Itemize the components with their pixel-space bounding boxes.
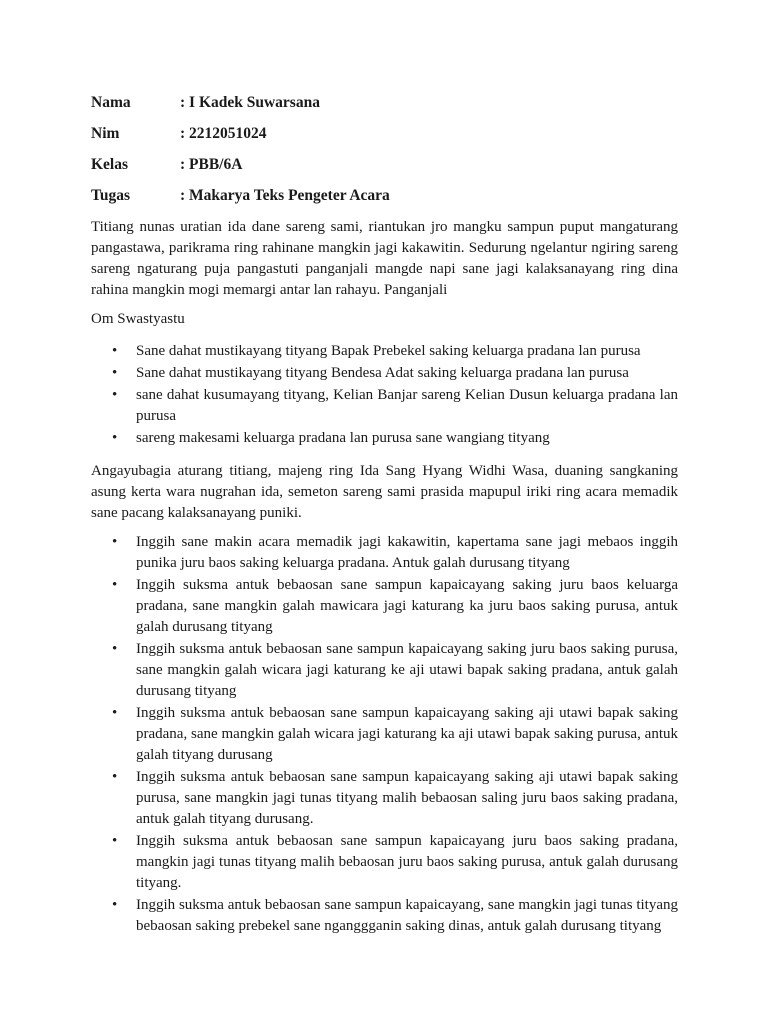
list-item: • Inggih suksma antuk bebaosan sane sampun kapaicayang saking aji utawi bapak saking purusa, sane mangkin jagi tunas tityang malih bebaosan saling juru baos saking pradana, antuk galah tityang durusang. — [91, 767, 678, 830]
list-item: • Sane dahat mustikayang tityang Bapak Prebekel saking keluarga pradana lan purusa — [91, 341, 678, 362]
info-row-nim — [91, 123, 390, 154]
info-row-tugas — [91, 185, 390, 216]
info-label: Nim — [91, 125, 120, 142]
info-value: : Makarya Teks Pengeter Acara — [180, 187, 390, 204]
list-item: • Inggih suksma antuk bebaosan sane sampun kapaicayang saking juru baos saking purusa, sane mangkin galah wicara jagi katurang ke aji utawi bapak saking pradana, antuk galah durusang tityang — [91, 639, 678, 702]
address-list — [91, 341, 678, 450]
list-item: • Inggih suksma antuk bebaosan sane sampun kapaicayang saking juru baos keluarga pradana, sane mangkin galah mawicara jagi katurang ka juru baos saking purusa, antuk galah durusang tityang — [91, 575, 678, 638]
list-item: • Inggih sane makin acara memadik jagi kakawitin, kapertama sane jagi mebaos inggih punika juru baos saking keluarga pradana. Antuk galah durusang tityang — [91, 532, 678, 574]
info-label: Kelas — [91, 156, 129, 173]
list-item: • Inggih suksma antuk bebaosan sane sampun kapaicayang juru baos saking pradana, mangkin jagi tunas tityang malih bebaosan juru baos saking purusa, antuk galah durusang tityang. — [91, 831, 678, 894]
list-item: • sareng makesami keluarga pradana lan purusa sane wangiang tityang — [91, 428, 678, 449]
info-row-kelas — [91, 154, 390, 185]
list-item: • Inggih suksma antuk bebaosan sane sampun kapaicayang, sane mangkin jagi tunas tityang bebaosan saking prebekel sane nganggganin saking dinas, antuk galah durusang tityang — [91, 895, 678, 937]
info-label: Tugas — [91, 187, 131, 204]
list-item: • Sane dahat mustikayang tityang Bendesa Adat saking keluarga pradana lan purusa — [91, 363, 678, 384]
info-row-nama — [91, 92, 390, 123]
event-sequence-list — [91, 532, 678, 938]
info-value: : 2212051024 — [180, 125, 267, 142]
intro-paragraph: Titiang nunas uratian ida dane sareng sami, riantukan jro mangku sampun puput mangaturang pangastawa, parikrama ring rahinane mangkin jagi kakawitin. Sedurung ngelantur ngiring sareng sareng ngaturang puja pangastuti panganjali mangde napi sane jagi kalaksanayang ring dina rahina mangkin mogi memargi antar lan rahayu. Panganjali — [91, 219, 678, 298]
info-value: : PBB/6A — [180, 156, 243, 173]
info-value: : I Kadek Suwarsana — [180, 94, 320, 111]
list-item: • sane dahat kusumayang tityang, Kelian Banjar sareng Kelian Dusun keluarga pradana lan purusa — [91, 385, 678, 427]
list-item: • Inggih suksma antuk bebaosan sane sampun kapaicayang saking aji utawi bapak saking pradana, sane mangkin galah wicara jagi katurang ka aji utawi bapak saking purusa, antuk galah tityang durusang — [91, 703, 678, 766]
gratitude-paragraph: Angayubagia aturang titiang, majeng ring Ida Sang Hyang Widhi Wasa, duaning sangkaning asung kerta wara nugrahan ida, semeton sareng sami prasida mapupul iriki ring acara memadik sane pacang kalaksanayang puniki. — [91, 463, 678, 521]
greeting: Om Swastyastu — [91, 311, 185, 327]
info-label: Nama — [91, 94, 131, 111]
student-info-header — [91, 92, 390, 216]
